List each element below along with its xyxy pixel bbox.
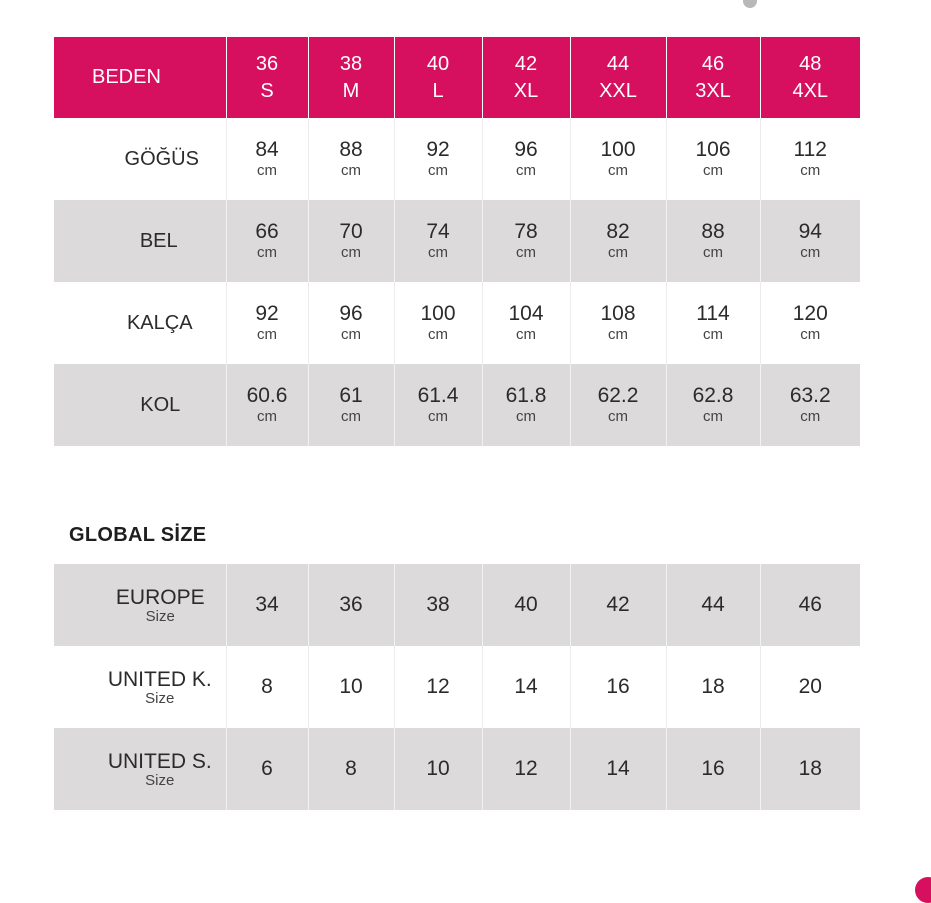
measurement-cell [666, 118, 760, 200]
unit-label: cm [428, 326, 448, 343]
global-size-value: 10 [394, 728, 482, 810]
measurement-value: 63.2 [789, 384, 831, 407]
unit-label: cm [341, 244, 361, 261]
unit-label: cm [516, 244, 536, 261]
measurement-cell [482, 200, 570, 282]
measurement-cell [760, 282, 860, 364]
unit-label: cm [800, 162, 821, 179]
size-header [570, 37, 666, 118]
measurement-value: 96 [339, 302, 363, 325]
unit-label: cm [800, 326, 821, 343]
measurement-row-sleeve [54, 364, 860, 446]
measurement-cell [308, 282, 394, 364]
region-label: UNITED K. [107, 667, 212, 691]
global-size-value: 44 [666, 564, 760, 646]
measurement-cell [308, 364, 394, 446]
measurement-value: 94 [798, 220, 822, 243]
measurement-value: 82 [606, 220, 630, 243]
unit-label: cm [800, 408, 821, 425]
unit-label: cm [800, 244, 821, 261]
measurement-cell [226, 364, 308, 446]
unit-label: cm [703, 326, 723, 343]
measurement-cell [394, 118, 482, 200]
unit-label: cm [608, 408, 628, 425]
measurement-value: 108 [600, 302, 636, 325]
measurement-value: 61 [339, 384, 363, 407]
measurement-cell [570, 364, 666, 446]
unit-label: cm [703, 244, 723, 261]
measurement-cell [570, 118, 666, 200]
unit-label: cm [341, 162, 361, 179]
measurement-value: 96 [514, 138, 538, 161]
global-size-value: 20 [798, 675, 822, 698]
global-size-value: 8 [308, 728, 394, 810]
measurement-cell [308, 118, 394, 200]
size-number: 40 [426, 52, 450, 75]
measurement-value: 88 [701, 220, 725, 243]
row-label: GÖĞÜS [124, 147, 199, 170]
measurement-cell [666, 200, 760, 282]
measurement-cell [482, 118, 570, 200]
size-chart-header-row [54, 37, 860, 118]
measurement-row-waist [54, 200, 860, 282]
region-label-cell [54, 564, 226, 646]
measurement-cell [482, 282, 570, 364]
global-size-value: 6 [226, 728, 308, 810]
unit-label: cm [257, 408, 277, 425]
unit-label: cm [341, 408, 361, 425]
unit-label: cm [257, 244, 277, 261]
measurement-cell [308, 200, 394, 282]
size-header [226, 37, 308, 118]
size-header [482, 37, 570, 118]
size-letter: XL [513, 79, 539, 102]
unit-label: cm [608, 162, 628, 179]
global-size-value: 10 [308, 646, 394, 728]
region-label: EUROPE [115, 585, 205, 609]
measurement-cell [570, 200, 666, 282]
region-sub-label: Size [145, 607, 175, 625]
unit-label: cm [516, 326, 536, 343]
measurement-value: 74 [426, 220, 450, 243]
global-size-value: 34 [226, 564, 308, 646]
measurement-value: 61.4 [417, 384, 459, 407]
measurement-cell [760, 118, 860, 200]
size-header [666, 37, 760, 118]
unit-label: cm [608, 244, 628, 261]
global-size-value: 42 [570, 564, 666, 646]
global-size-value: 46 [798, 593, 822, 616]
global-size-value: 40 [482, 564, 570, 646]
measurement-value: 88 [339, 138, 363, 161]
unit-label: cm [608, 326, 628, 343]
unit-label: cm [428, 408, 448, 425]
measurement-cell [482, 364, 570, 446]
row-label-cell [54, 282, 226, 364]
global-size-value: 12 [394, 646, 482, 728]
size-letter: 4XL [792, 79, 829, 102]
global-size-value: 12 [482, 728, 570, 810]
global-size-table [54, 564, 860, 810]
measurement-value: 100 [420, 302, 456, 325]
row-label-cell [54, 118, 226, 200]
measurement-value: 60.6 [246, 384, 288, 407]
measurement-cell [760, 200, 860, 282]
measurement-cell [394, 200, 482, 282]
unit-label: cm [516, 162, 536, 179]
measurement-cell [666, 282, 760, 364]
measurement-value: 62.2 [597, 384, 639, 407]
size-header [308, 37, 394, 118]
measurement-cell [570, 282, 666, 364]
region-sub-label: Size [145, 689, 175, 707]
measurement-cell [760, 364, 860, 446]
measurement-value: 78 [514, 220, 538, 243]
size-number: 46 [701, 52, 725, 75]
unit-label: cm [257, 162, 277, 179]
global-size-value: 16 [666, 728, 760, 810]
global-size-value: 36 [308, 564, 394, 646]
size-letter: XXL [599, 79, 637, 102]
measurement-cell [226, 282, 308, 364]
size-letter: M [342, 79, 360, 102]
size-number: 48 [799, 52, 822, 75]
size-header [760, 37, 860, 118]
row-label: KOL [140, 393, 181, 416]
region-label-cell [54, 728, 226, 810]
unit-label: cm [428, 162, 448, 179]
size-number: 38 [339, 52, 363, 75]
measurement-row-hip [54, 282, 860, 364]
measurement-value: 100 [600, 138, 636, 161]
measurement-value: 114 [696, 302, 730, 325]
global-row-united-kingdom [54, 646, 860, 728]
measurement-cell [394, 282, 482, 364]
row-label: KALÇA [126, 311, 193, 334]
measurement-value: 112 [793, 138, 827, 161]
row-label-cell [54, 200, 226, 282]
global-size-value: 18 [798, 757, 822, 780]
measurement-value: 92 [426, 138, 450, 161]
unit-label: cm [257, 326, 277, 343]
size-number: 42 [514, 52, 538, 75]
measurement-cell [226, 200, 308, 282]
measurement-value: 70 [339, 220, 363, 243]
global-size-value: 8 [226, 646, 308, 728]
size-number: 36 [255, 52, 279, 75]
measurement-value: 106 [695, 138, 731, 161]
measurement-cell [666, 364, 760, 446]
size-letter: L [432, 79, 444, 102]
region-label: UNITED S. [107, 749, 212, 773]
measurement-value: 62.8 [692, 384, 734, 407]
region-sub-label: Size [145, 771, 175, 789]
measurement-row-chest [54, 118, 860, 200]
measurement-value: 61.8 [505, 384, 547, 407]
unit-label: cm [703, 162, 723, 179]
measurement-value: 104 [508, 302, 544, 325]
measurement-cell [226, 118, 308, 200]
unit-label: cm [341, 326, 361, 343]
global-size-title: GLOBAL SİZE [69, 524, 207, 546]
global-row-united-states [54, 728, 860, 810]
global-size-value: 16 [570, 646, 666, 728]
global-size-value: 14 [482, 646, 570, 728]
measurement-cell [394, 364, 482, 446]
size-chart-table [54, 37, 860, 446]
measurement-value: 120 [792, 302, 828, 325]
measurement-value: 84 [255, 138, 279, 161]
region-label-cell [54, 646, 226, 728]
decorative-corner-dot [915, 877, 931, 903]
measurement-value: 92 [255, 302, 279, 325]
row-label-cell [54, 364, 226, 446]
decorative-dot [743, 0, 757, 8]
size-letter: S [260, 79, 274, 102]
global-size-value: 14 [570, 728, 666, 810]
size-letter: 3XL [695, 79, 731, 102]
global-row-europe [54, 564, 860, 646]
unit-label: cm [428, 244, 448, 261]
size-header [394, 37, 482, 118]
unit-label: cm [516, 408, 536, 425]
row-label: BEL [139, 229, 178, 252]
unit-label: cm [703, 408, 723, 425]
global-size-value: 38 [394, 564, 482, 646]
global-size-value: 18 [666, 646, 760, 728]
size-number: 44 [606, 52, 630, 75]
header-label: BEDEN [54, 37, 226, 118]
measurement-value: 66 [255, 220, 279, 243]
